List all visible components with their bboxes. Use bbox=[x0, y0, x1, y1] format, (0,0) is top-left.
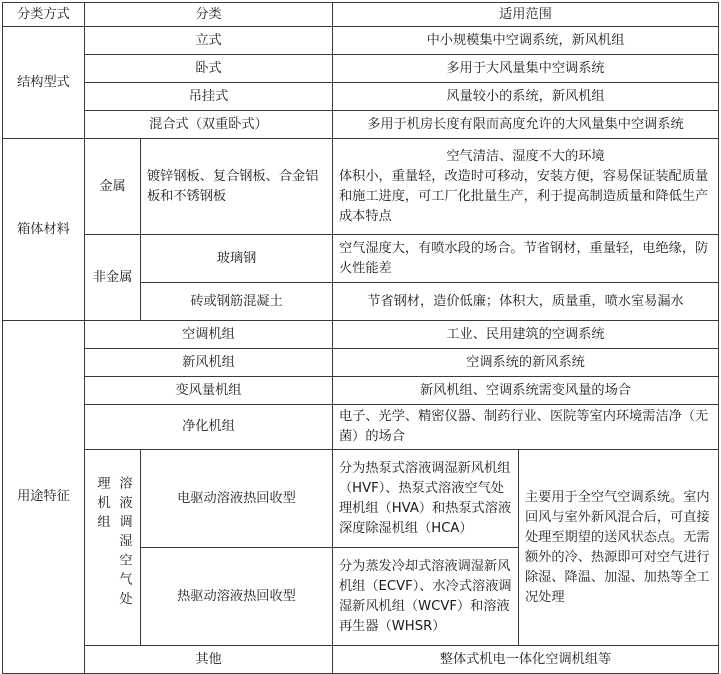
usage-scope: 整体式机电一体化空调机组等 bbox=[333, 646, 719, 674]
liquid-label-text: 溶液调湿空气处理机组 bbox=[94, 476, 132, 611]
group-usage: 用途特征 bbox=[3, 321, 85, 674]
table-row bbox=[3, 321, 719, 349]
group-material: 箱体材料 bbox=[3, 139, 85, 321]
structure-type: 立式 bbox=[85, 27, 333, 55]
metal-scope-rest: 体积小，重量轻，改造时可移动，安装方便，容易保证装配质量和施工进度，可工厂化批量生产，利于提高制造质量和降低生产成本特点 bbox=[339, 168, 709, 224]
header-method: 分类方式 bbox=[3, 3, 85, 27]
usage-scope: 电子、光学、精密仪器、制药行业、医院等室内环境需洁净（无菌）的场合 bbox=[333, 405, 719, 450]
material-scope: 空气湿度大，有喷水段的场合。节省钢材，重量轻，电绝缘，防火性能差 bbox=[333, 235, 719, 283]
usage-type: 变风量机组 bbox=[85, 377, 333, 405]
structure-scope: 风量较小的系统，新风机组 bbox=[333, 83, 719, 111]
material-scope: 节省钢材，造价低廉；体积大，质量重，喷水室易漏水 bbox=[333, 283, 719, 321]
liquid-thermal-type: 热驱动溶液热回收型 bbox=[141, 548, 333, 646]
usage-scope: 工业、民用建筑的空调系统 bbox=[333, 321, 719, 349]
table-row bbox=[3, 27, 719, 55]
material-metal-scope bbox=[333, 139, 719, 235]
structure-type: 混合式（双重卧式） bbox=[85, 111, 333, 139]
material-metal-label: 金属 bbox=[85, 139, 141, 235]
header-row bbox=[3, 3, 719, 27]
classification-table bbox=[2, 2, 719, 674]
table-row bbox=[3, 405, 719, 450]
material-type: 玻璃钢 bbox=[141, 235, 333, 283]
usage-type: 净化机组 bbox=[85, 405, 333, 450]
liquid-electric-desc: 分为热泵式溶液调湿新风机组（HVF）、热泵式溶液空气处理机组（HVA）和热泵式溶液深度除湿机组（HCA） bbox=[333, 450, 519, 548]
table-row bbox=[3, 349, 719, 377]
header-scope: 适用范围 bbox=[333, 3, 719, 27]
table-row bbox=[3, 235, 719, 283]
liquid-electric-type: 电驱动溶液热回收型 bbox=[141, 450, 333, 548]
material-type: 砖或钢筋混凝土 bbox=[141, 283, 333, 321]
structure-scope: 多用于机房长度有限而高度允许的大风量集中空调系统 bbox=[333, 111, 719, 139]
table-row bbox=[3, 111, 719, 139]
material-metal-types: 镀锌钢板、复合钢板、合金铝板和不锈钢板 bbox=[141, 139, 333, 235]
structure-scope: 多用于大风量集中空调系统 bbox=[333, 55, 719, 83]
structure-type: 卧式 bbox=[85, 55, 333, 83]
table-row bbox=[3, 450, 719, 548]
usage-type: 空调机组 bbox=[85, 321, 333, 349]
usage-type: 新风机组 bbox=[85, 349, 333, 377]
usage-scope: 空调系统的新风系统 bbox=[333, 349, 719, 377]
material-nonmetal-label: 非金属 bbox=[85, 235, 141, 321]
metal-scope-line1: 空气清洁、湿度不大的环境 bbox=[446, 148, 605, 164]
liquid-shared-scope: 主要用于全空气空调系统。室内回风与室外新风混合后，可直接处理至期望的送风状态点。无需额外的冷、热源即可对空气进行除湿、降温、加湿、加热等全工况处理 bbox=[519, 450, 719, 646]
structure-type: 吊挂式 bbox=[85, 83, 333, 111]
liquid-thermal-desc: 分为蒸发冷却式溶液调湿新风机组（ECVF）、水冷式溶液调湿新风机组（WCVF）和溶液再生器（WHSR） bbox=[333, 548, 519, 646]
usage-scope: 新风机组、空调系统需变风量的场合 bbox=[333, 377, 719, 405]
group-structure: 结构型式 bbox=[3, 27, 85, 139]
table-row bbox=[3, 55, 719, 83]
header-class: 分类 bbox=[85, 3, 333, 27]
liquid-label bbox=[85, 450, 141, 646]
table-row bbox=[3, 83, 719, 111]
usage-type: 其他 bbox=[85, 646, 333, 674]
structure-scope: 中小规模集中空调系统，新风机组 bbox=[333, 27, 719, 55]
table-row bbox=[3, 377, 719, 405]
table-row bbox=[3, 139, 719, 235]
table-row bbox=[3, 646, 719, 674]
